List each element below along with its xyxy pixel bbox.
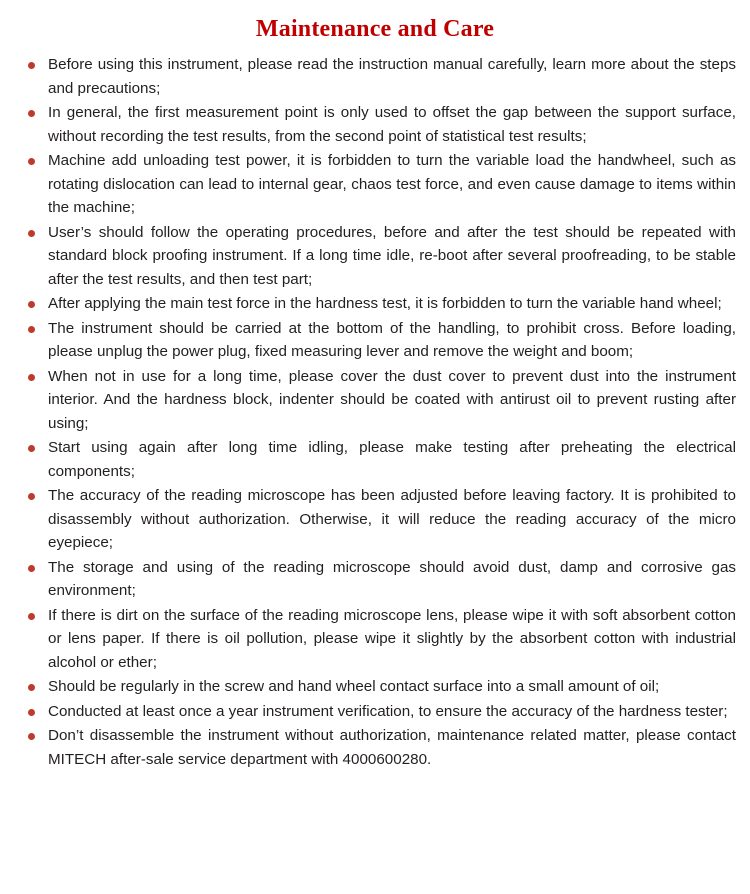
- bullet-icon: [14, 53, 48, 69]
- list-item: [14, 484, 740, 555]
- list-item-text: Before using this instrument, please read the instruction manual carefully, learn more about the steps and precautions;: [48, 56, 736, 97]
- list-item-text: Machine add unloading test power, it is forbidden to turn the variable load the handwheel, such as rotating dislocation can lead to internal gear, chaos test force, and even cause damage to items within the machine;: [48, 152, 736, 216]
- list-item: [14, 53, 740, 100]
- list-item: [14, 317, 740, 364]
- list-item-text: Should be regularly in the screw and hand wheel contact surface into a small amount of oil;: [48, 678, 660, 695]
- list-item: [14, 292, 740, 316]
- bullet-icon: [14, 317, 48, 333]
- bullet-icon: [14, 101, 48, 117]
- list-item: [14, 556, 740, 603]
- list-item-text: The instrument should be carried at the bottom of the handling, to prohibit cross. Before loading, please unplug the power plug, fixed measuring lever and remove the weight and boom;: [48, 319, 736, 360]
- list-item-text: After applying the main test force in the hardness test, it is forbidden to turn the variable hand wheel;: [48, 295, 722, 312]
- bullet-icon: [14, 149, 48, 165]
- bullet-icon: [14, 436, 48, 452]
- bullet-icon: [14, 221, 48, 237]
- bullet-icon: [14, 292, 48, 308]
- list-item: [14, 365, 740, 436]
- list-item-text: Start using again after long time idling, please make testing after preheating the electrical components;: [48, 439, 736, 480]
- maintenance-list: [0, 53, 750, 771]
- list-item-text: Don’t disassemble the instrument without authorization, maintenance related matter, please contact MITECH after-sale service department with 4000600280.: [48, 727, 736, 768]
- list-item: [14, 675, 740, 699]
- list-item: [14, 724, 740, 771]
- list-item: [14, 700, 740, 724]
- list-item: [14, 101, 740, 148]
- bullet-icon: [14, 604, 48, 620]
- bullet-icon: [14, 556, 48, 572]
- list-item: [14, 221, 740, 292]
- list-item-text: The accuracy of the reading microscope has been adjusted before leaving factory. It is prohibited to disassembly without authorization. Otherwise, it will reduce the reading accuracy of the micro eyepiece;: [48, 487, 736, 551]
- page-title: Maintenance and Care: [255, 16, 495, 42]
- bullet-icon: [14, 365, 48, 381]
- list-item-text: If there is dirt on the surface of the reading microscope lens, please wipe it with soft absorbent cotton or lens paper. If there is oil pollution, please wipe it slightly by the absorbent cotton with industrial alcohol or ether;: [48, 606, 736, 671]
- list-item: [14, 604, 740, 675]
- bullet-icon: [14, 700, 48, 716]
- list-item-text: The storage and using of the reading microscope should avoid dust, damp and corrosive gas environment;: [48, 558, 736, 599]
- bullet-icon: [14, 724, 48, 740]
- list-item-text: User’s should follow the operating procedures, before and after the test should be repeated with standard block proofing instrument. If a long time idle, re-boot after several proofreading, to be stable after the test results, and then test part;: [48, 223, 736, 288]
- bullet-icon: [14, 484, 48, 500]
- list-item: [14, 436, 740, 483]
- list-item-text: Conducted at least once a year instrument verification, to ensure the accuracy of the hardness tester;: [48, 702, 728, 720]
- list-item: [14, 149, 740, 220]
- bullet-icon: [14, 675, 48, 691]
- list-item-text: When not in use for a long time, please cover the dust cover to prevent dust into the instrument interior. And the hardness block, indenter should be coated with antirust oil to prevent rusting after using;: [48, 367, 736, 432]
- list-item-text: In general, the first measurement point is only used to offset the gap between the support surface, without recording the test results, from the second point of statistical test results;: [48, 104, 736, 145]
